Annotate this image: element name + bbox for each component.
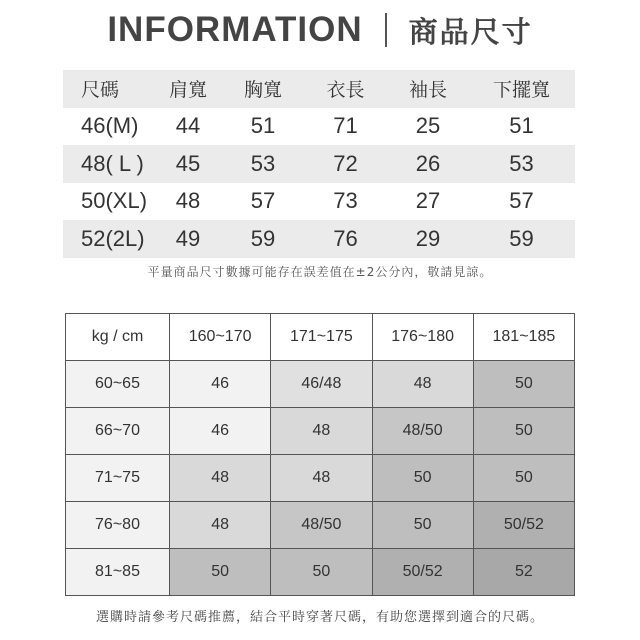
header-hem: 下擺寬 [492, 79, 550, 102]
height-header: 171~175 [271, 314, 372, 361]
hem-value: 53 [509, 150, 534, 176]
header-shoulder: 肩寬 [168, 79, 207, 102]
chest-value: 57 [250, 188, 276, 214]
measurement-note: 平量商品尺寸數據可能存在誤差值在±2公分內，敬請見諒。 [147, 265, 493, 279]
page-header [0, 10, 640, 50]
corner-label: kg / cm [66, 314, 170, 361]
hem-value: 51 [509, 113, 534, 139]
height-header: 181~185 [473, 314, 574, 361]
recommend-cell: 50 [473, 361, 574, 408]
size-row-48 [63, 145, 575, 183]
recommend-cell: 46 [170, 408, 271, 455]
hem-value: 57 [509, 188, 534, 214]
sleeve-value: 26 [415, 150, 441, 176]
recommend-cell: 48 [372, 361, 473, 408]
shoulder-value: 48 [175, 188, 201, 214]
size-table-header [63, 70, 575, 108]
recommend-cell: 50 [473, 408, 574, 455]
length-value: 72 [333, 150, 358, 176]
length-value: 76 [333, 225, 358, 251]
size-label: 48( L ) [81, 150, 144, 176]
header-sleeve: 袖長 [408, 79, 447, 102]
recommend-header-row [66, 314, 575, 361]
weight-label: 81~85 [66, 549, 170, 596]
recommend-cell: 50 [271, 549, 372, 596]
height-header: 160~170 [170, 314, 271, 361]
title-divider [385, 13, 387, 47]
title-chinese: 商品尺寸 [408, 14, 533, 49]
recommend-cell: 48 [271, 455, 372, 502]
recommend-cell: 46/48 [271, 361, 372, 408]
recommend-cell: 48 [170, 502, 271, 549]
height-header: 176~180 [372, 314, 473, 361]
chest-value: 53 [250, 150, 276, 176]
chest-value: 51 [250, 113, 276, 139]
size-row-50 [63, 183, 575, 221]
recommend-cell: 50/52 [473, 502, 574, 549]
shoulder-value: 45 [175, 150, 201, 176]
weight-label: 66~70 [66, 408, 170, 455]
size-measurement-table [63, 70, 575, 258]
length-value: 71 [333, 113, 358, 139]
weight-label: 76~80 [66, 502, 170, 549]
hem-value: 59 [509, 225, 534, 251]
recommend-cell: 48 [170, 455, 271, 502]
recommendation-note: 選購時請參考尺碼推薦，結合平時穿著尺碼，有助您選擇到適合的尺碼。 [95, 610, 544, 625]
size-label: 46(M) [81, 113, 139, 139]
recommend-row [66, 408, 575, 455]
recommend-cell: 50 [372, 502, 473, 549]
recommend-cell: 50/52 [372, 549, 473, 596]
recommend-row [66, 549, 575, 596]
size-label: 50(XL) [81, 188, 148, 214]
recommend-cell: 48/50 [372, 408, 473, 455]
recommend-cell: 46 [170, 361, 271, 408]
shoulder-value: 44 [175, 113, 201, 139]
header-size: 尺碼 [81, 79, 120, 102]
recommend-row [66, 502, 575, 549]
recommend-cell: 48 [271, 408, 372, 455]
sleeve-value: 25 [415, 113, 441, 139]
weight-label: 71~75 [66, 455, 170, 502]
size-row-46 [63, 108, 575, 146]
sleeve-value: 27 [415, 188, 441, 214]
recommend-cell: 50 [170, 549, 271, 596]
weight-label: 60~65 [66, 361, 170, 408]
title-english: INFORMATION [107, 10, 363, 49]
header-chest: 胸寬 [243, 79, 282, 102]
sleeve-value: 29 [415, 225, 441, 251]
shoulder-value: 49 [175, 225, 201, 251]
recommend-cell: 48/50 [271, 502, 372, 549]
recommend-cell: 52 [473, 549, 574, 596]
length-value: 73 [333, 188, 358, 214]
size-label: 52(2L) [81, 225, 145, 251]
recommend-cell: 50 [473, 455, 574, 502]
size-recommendation-table [65, 313, 575, 596]
recommend-row [66, 455, 575, 502]
header-length: 衣長 [326, 79, 365, 102]
recommend-row [66, 361, 575, 408]
size-row-52 [63, 220, 575, 258]
chest-value: 59 [250, 225, 276, 251]
recommend-cell: 50 [372, 455, 473, 502]
